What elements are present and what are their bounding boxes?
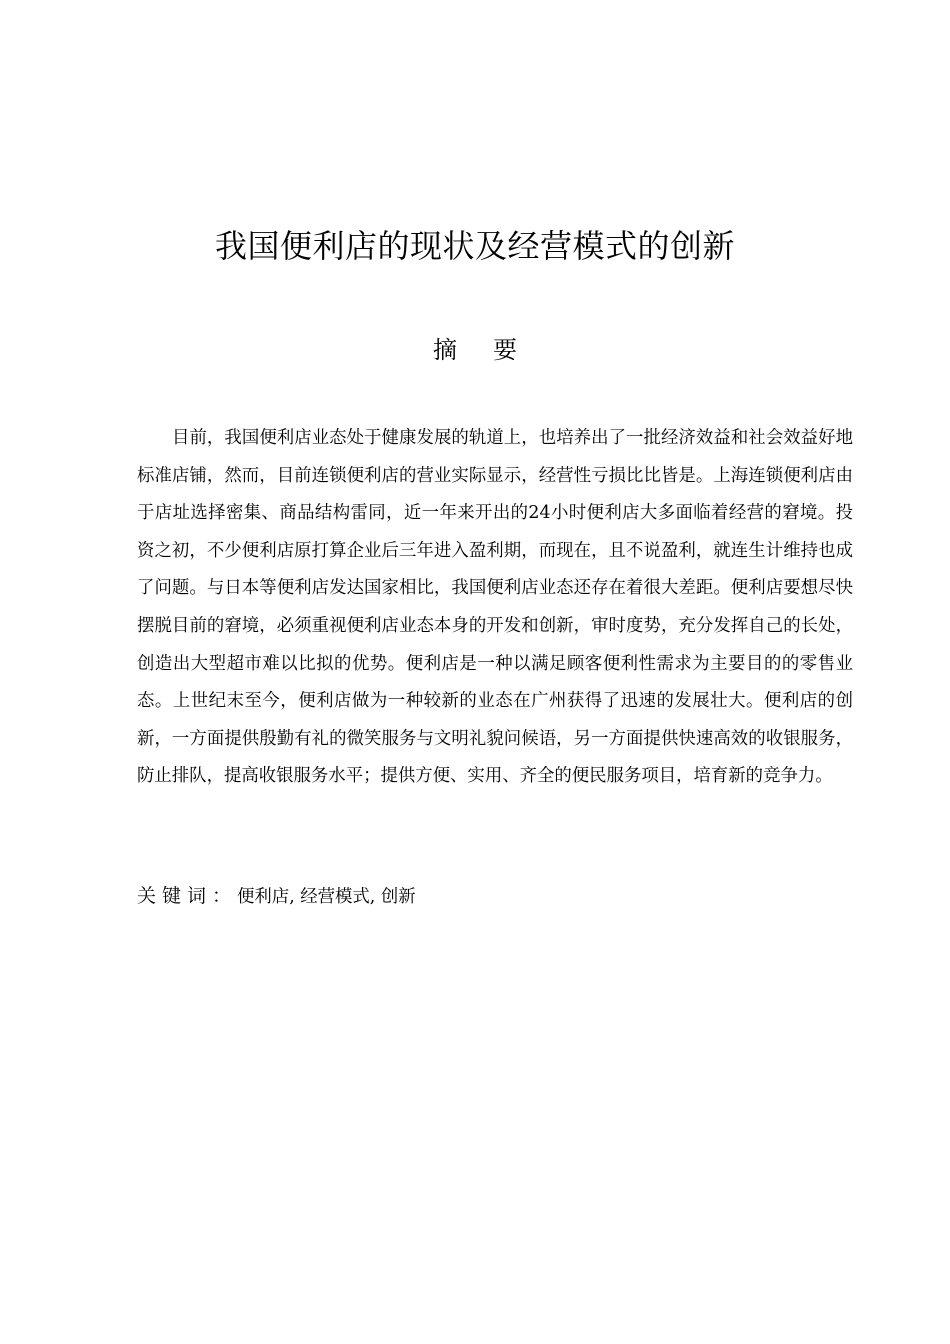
keywords-value: 便利店, 经营模式, 创新 [237,887,416,907]
abstract-heading: 摘要 [433,336,553,364]
keywords-label: 关键词： [137,885,238,907]
document-title: 我国便利店的现状及经营模式的创新 [214,227,735,265]
keywords-line [137,879,853,914]
abstract-body: 目前，我国便利店业态处于健康发展的轨道上，也培养出了一批经济效益和社会效益好地标准店铺，然而，目前连锁便利店的营业实际显示，经营性亏损比比皆是。上海连锁便利店由于店址选择密集、商品结构雷同，近一年来开出的24小时便利店大多面临着经营的窘境。投资之初，不少便利店原打算企业后三年进入盈利期，而现在，且不说盈利，就连生计维持也成了问题。与日本等便利店发达国家相比，我国便利店业态还存在着很大差距。便利店要想尽快摆脱目前的窘境，必须重视便利店业态本身的开发和创新，审时度势，充分发挥自己的长处，创造出大型超市难以比拟的优势。便利店是一种以满足顾客便利性需求为主要目的的零售业态。上世纪末至今，便利店做为一种较新的业态在广州获得了迅速的发展壮大。便利店的创新，一方面提供殷勤有礼的微笑服务与文明礼貌问候语，另一方面提供快速高效的收银服务，防止排队，提高收银服务水平；提供方便、实用、齐全的便民服务项目，培育新的竞争力。 [137,428,853,787]
